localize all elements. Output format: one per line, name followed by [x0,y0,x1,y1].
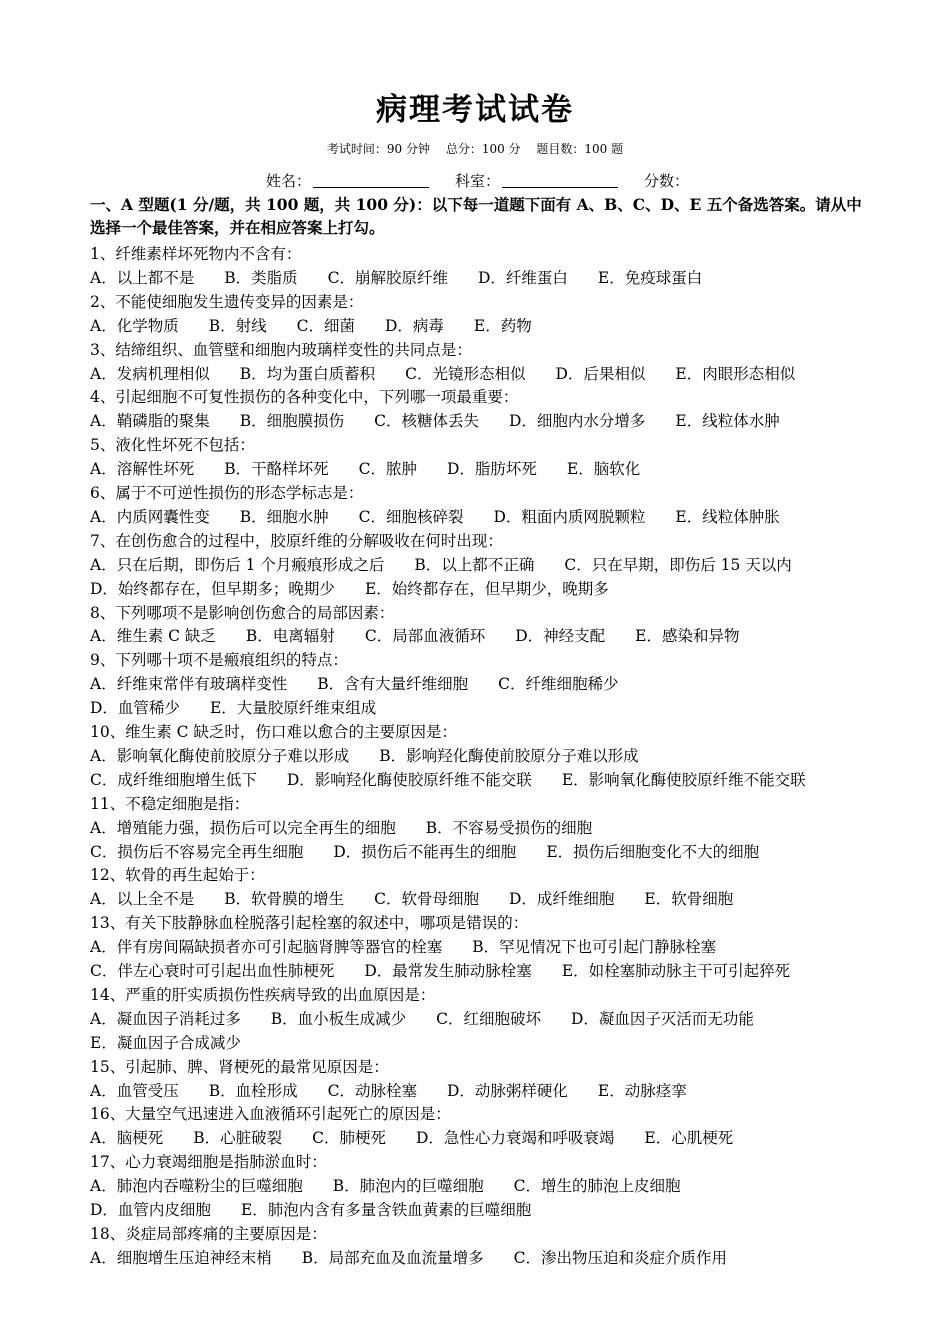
option-row [90,746,669,766]
answer-option[interactable]: E．损伤后细胞变化不大的细胞 [546,842,760,861]
answer-option[interactable]: A．血管受压 [90,1081,179,1100]
answer-option[interactable]: D．粗面内质网脱颗粒 [493,507,646,526]
option-row [90,1081,717,1101]
question-stem: 9、下列哪十项不是瘢痕组织的特点： [90,651,348,670]
name-label: 姓名： [266,172,312,190]
question-stem: 10、维生素 C 缺乏时，伤口难以愈合的主要原因是： [90,723,457,741]
option-row [90,316,562,336]
option-row [90,1128,763,1148]
answer-option[interactable]: A．内质网囊性变 [90,507,210,526]
answer-option[interactable]: A．增殖能力强，损伤后可以完全再生的细胞 [90,818,396,837]
answer-option[interactable]: B．电离辐射 [245,627,335,646]
question-stem: 11、不稳定细胞是指： [90,794,250,813]
answer-option[interactable]: E．肉眼形态相似 [675,364,796,383]
answer-option[interactable]: A．化学物质 [90,316,179,335]
answer-option[interactable]: D．成纤维细胞 [508,890,615,909]
answer-option[interactable]: B．罕见情况下也可引起门静脉栓塞 [472,938,717,957]
question-stem: 16、大量空气迅速进入血液循环引起死亡的原因是： [90,1105,451,1124]
answer-option[interactable]: C．只在早期，即伤后 15 天以内 [564,555,792,574]
answer-option[interactable]: A．凝血因子消耗过多 [90,1009,241,1028]
answer-option[interactable]: E．感染和异物 [635,627,740,646]
question-stem: 8、下列哪项不是影响创伤愈合的局部因素： [90,603,395,622]
answer-option[interactable]: C．渗出物压迫和炎症介质作用 [513,1248,727,1267]
answer-option[interactable]: B．影响羟化酶使前胶原分子难以形成 [379,746,639,765]
option-row [90,507,810,527]
question-stem: 2、不能使细胞发生遗传变异的因素是： [90,292,364,311]
question-stem: 5、液化性坏死不包括： [90,436,255,455]
option-row [90,698,406,718]
answer-option[interactable]: D．凝血因子灭活而无功能 [570,1009,754,1028]
answer-option[interactable]: B．不容易受损伤的细胞 [425,818,593,837]
exam-question-count: 题目数：100 题 [536,142,624,156]
question-stem: 1、纤维素样坏死物内不含有： [90,245,302,263]
option-row [90,555,822,575]
answer-option[interactable]: A．影响氧化酶使前胶原分子难以形成 [90,746,350,765]
answer-option[interactable]: D．血管稀少 [90,699,180,718]
answer-option[interactable]: A．鞘磷脂的聚集 [90,412,210,431]
answer-option[interactable]: B．以上都不正确 [414,555,535,574]
answer-option[interactable]: E．药物 [473,316,532,335]
answer-option[interactable]: E．影响氧化酶使胶原纤维不能交联 [561,770,806,789]
question-stem: 13、有关下肢静脉血栓脱落引起栓塞的叙述中，哪项是错误的： [90,914,529,933]
question-stem: 15、引起肺、脾、肾梗死的最常见原因是： [90,1057,389,1076]
answer-option[interactable]: C．红细胞破坏 [436,1009,541,1028]
answer-option[interactable]: E．始终都存在，但早期少，晚期多 [364,579,609,598]
answer-option[interactable]: C．脓肿 [358,460,417,479]
answer-option[interactable]: B．细胞膜损伤 [239,412,345,431]
answer-option[interactable]: C．核糖体丢失 [374,412,479,431]
option-row [90,674,648,694]
answer-option[interactable]: C．纤维细胞稀少 [498,675,619,694]
exam-total-score: 总分：100 分 [445,142,521,156]
answer-option[interactable]: A．以上都不是 [90,268,195,287]
answer-option[interactable]: C．肺梗死 [312,1129,386,1148]
answer-option[interactable]: B．心脏破裂 [193,1129,283,1148]
answer-option[interactable]: C．动脉栓塞 [327,1081,417,1100]
answer-option[interactable]: D．脂肪坏死 [446,460,537,479]
score-label: 分数： [644,172,690,190]
option-row [90,842,789,862]
answer-option[interactable]: C．细胞核碎裂 [358,507,464,526]
page-title: 病理考试试卷 [376,92,574,128]
question-stem: 3、结缔组织、血管壁和细胞内玻璃样变性的共同点是： [90,340,472,359]
option-row [90,1248,757,1268]
answer-option[interactable]: D．血管内皮细胞 [90,1201,211,1219]
answer-option[interactable]: E．软骨细胞 [644,890,734,909]
answer-option[interactable]: D．影响羟化酶使胶原纤维不能交联 [286,770,532,789]
answer-option[interactable]: A．伴有房间隔缺损者亦可引起脑肾脾等器官的栓塞 [90,938,443,957]
option-row [90,1200,561,1220]
option-row [90,626,769,646]
answer-option[interactable]: B．干酪样坏死 [224,460,329,479]
question-stem: 18、炎症局部疼痛的主要原因是： [90,1224,327,1243]
answer-option[interactable]: C．光镜形态相似 [405,364,526,383]
answer-option[interactable]: B．软骨膜的增生 [224,890,345,909]
option-row [90,770,836,790]
answer-option[interactable]: B．射线 [208,316,267,335]
answer-option[interactable]: C．软骨母细胞 [374,890,479,909]
name-field[interactable] [313,173,429,188]
question-stem: 14、严重的肝实质损伤性疾病导致的出血原因是： [90,985,436,1004]
answer-option[interactable]: C．细菌 [296,316,355,335]
option-row [90,818,622,838]
answer-option[interactable]: C．成纤维细胞增生低下 [90,770,257,789]
answer-option[interactable]: E．脑软化 [566,460,641,479]
answer-option[interactable]: A．细胞增生压迫神经末梢 [90,1248,272,1267]
answer-option[interactable]: D．神经支配 [515,627,606,646]
question-stem: 17、心力衰竭细胞是指肺淤血时： [90,1153,327,1172]
answer-option[interactable]: E．肺泡内含有多量含铁血黄素的巨噬细胞 [240,1201,532,1219]
option-row [90,1033,271,1053]
answer-option[interactable]: D．最常发生肺动脉栓塞 [364,962,532,980]
option-row [90,364,825,384]
answer-option[interactable]: B．血栓形成 [208,1081,298,1100]
option-row [90,268,732,288]
option-row [90,411,810,431]
option-row [90,459,670,479]
question-stem: 7、在创伤愈合的过程中，胶原纤维的分解吸收在何时出现： [90,531,503,550]
answer-option[interactable]: C．局部血液循环 [364,627,486,646]
dept-label: 科室： [455,172,501,190]
option-row [90,1009,784,1029]
dept-field[interactable] [502,173,618,188]
examinee-info [266,170,689,191]
answer-option[interactable]: B．局部充血及血流量增多 [301,1248,484,1267]
question-stem: 6、属于不可逆性损伤的形态学标志是： [90,484,364,502]
answer-option[interactable]: A．只在后期，即伤后 1 个月瘢痕形成之后 [90,555,385,574]
answer-option[interactable]: C．伴左心衰时可引起出血性肺梗死 [90,962,335,980]
option-row [90,961,820,981]
answer-option[interactable]: E．线粒体水肿 [675,412,780,431]
answer-option[interactable]: A．脑梗死 [90,1129,164,1148]
answer-option[interactable]: E．免疫球蛋白 [597,268,703,287]
answer-option[interactable]: B．细胞水肿 [239,507,329,526]
answer-option[interactable]: D．病毒 [384,316,444,335]
answer-option[interactable]: B．含有大量纤维细胞 [317,675,469,694]
answer-option[interactable]: E．凝血因子合成减少 [90,1033,241,1052]
answer-option[interactable]: E．心肌梗死 [644,1129,734,1148]
exam-time: 考试时间：90 分钟 [326,142,430,156]
answer-option[interactable]: B．类脂质 [224,268,298,287]
answer-option[interactable]: D．细胞内水分增多 [508,412,646,431]
answer-option[interactable]: A．以上全不是 [90,890,195,909]
answer-option[interactable]: E．动脉痉挛 [597,1081,687,1100]
answer-option[interactable]: B．血小板生成减少 [270,1009,407,1028]
answer-option[interactable]: C．增生的肺泡上皮细胞 [513,1177,681,1196]
answer-option[interactable]: E．如栓塞肺动脉主干可引起猝死 [561,962,791,980]
answer-option[interactable]: A．纤维束常伴有玻璃样变性 [90,675,288,694]
answer-option[interactable]: A．维生素 C 缺乏 [90,627,216,646]
option-row [90,937,746,957]
answer-option[interactable]: C．损伤后不容易完全再生细胞 [90,842,304,861]
question-stem: 4、引起细胞不可复性损伤的各种变化中，下列哪一项最重要： [90,388,519,407]
option-row [90,579,639,599]
answer-option[interactable]: B．均为蛋白质蓄积 [239,364,376,383]
answer-option[interactable]: D．动脉粥样硬化 [446,1081,568,1100]
section-instructions: 一、A 型题(1 分/题，共 100 题，共 100 分)：以下每一道题下面有 A、B、C、D、E 五个备选答案。请从中选择一个最佳答案，并在相应答案上打勾。 [90,195,862,237]
answer-option[interactable]: B．肺泡内的巨噬细胞 [332,1177,484,1196]
exam-meta [0,140,950,157]
answer-option[interactable]: E．大量胶原纤维束组成 [209,699,377,718]
answer-option[interactable]: A．肺泡内吞噬粉尘的巨噬细胞 [90,1177,303,1196]
option-row [90,889,763,909]
answer-option[interactable]: D．损伤后不能再生的细胞 [333,842,517,861]
option-row [90,1176,710,1196]
answer-option[interactable]: D．纤维蛋白 [477,268,568,287]
question-stem: 12、软骨的再生起始于： [90,866,265,885]
answer-option[interactable]: A．溶解性坏死 [90,460,195,479]
answer-option[interactable]: D．始终都存在，但早期多；晚期少 [90,579,335,598]
answer-option[interactable]: E．线粒体肿胀 [675,507,780,526]
answer-option[interactable]: D．后果相似 [555,364,646,383]
answer-option[interactable]: C．崩解胶原纤维 [327,268,448,287]
answer-option[interactable]: A．发病机理相似 [90,364,210,383]
answer-option[interactable]: D．急性心力衰竭和呼吸衰竭 [415,1129,615,1148]
